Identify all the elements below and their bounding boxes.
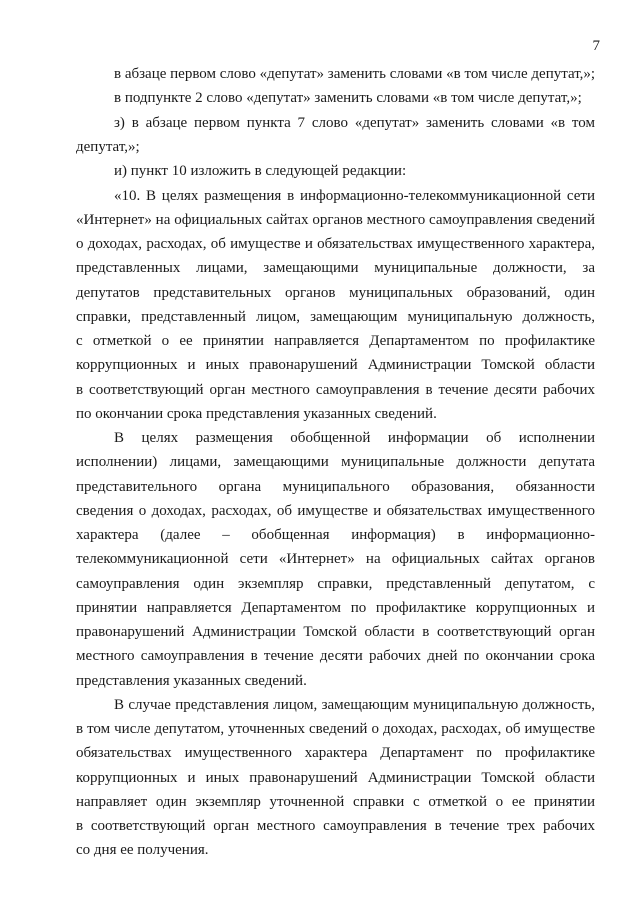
text-line: в абзаце первом слово «депутат» заменить словами «в том числе депутат,»; xyxy=(114,66,596,82)
text-line: в соответствующий орган местного самоуправления в течение трех рабочих xyxy=(76,818,595,834)
text-line: с отметкой о ее принятии направляется Департаментом по профилактике xyxy=(76,333,595,349)
text-line: представления указанных сведений. xyxy=(76,673,307,689)
text-line: коррупционных и иных правонарушений Администрации Томской области xyxy=(76,357,595,373)
text-line: з) в абзаце первом пункта 7 слово «депутат» заменить словами «в том xyxy=(114,115,595,131)
text-line: «Интернет» на официальных сайтах органов местного самоуправления сведений xyxy=(76,212,595,228)
text-line: обязательствах имущественного характера Департамент по профилактике xyxy=(76,745,595,761)
text-line: местного самоуправления в течение десяти рабочих дней по окончании срока xyxy=(76,648,595,664)
text-line: сведения о доходах, расходах, об имуществе и обязательствах имущественного xyxy=(76,503,595,519)
text-line: депутат,»; xyxy=(76,139,140,155)
text-line: в подпункте 2 слово «депутат» заменить словами «в том числе депутат,»; xyxy=(114,90,582,106)
text-line: депутатов представительных органов муниципальных образований, один xyxy=(76,285,595,301)
text-line: в том числе депутатом, уточненных сведений о доходах, расходах, об имуществе xyxy=(76,721,595,737)
text-line: «10. В целях размещения в информационно-телекоммуникационной сети xyxy=(114,188,595,204)
text-line: коррупционных и иных правонарушений Администрации Томской области xyxy=(76,770,595,786)
page-number: 7 xyxy=(592,38,600,54)
text-line: В случае представления лицом, замещающим муниципальную должность, xyxy=(114,697,595,713)
text-line: в соответствующий орган местного самоуправления в течение десяти рабочих xyxy=(76,382,595,398)
text-line: по окончании срока представления указанных сведений. xyxy=(76,406,437,422)
text-line: и) пункт 10 изложить в следующей редакции: xyxy=(114,163,407,179)
text-line: телекоммуникационной сети «Интернет» на официальных сайтах органов xyxy=(76,551,595,567)
text-line: характера (далее – обобщенная информация) в информационно- xyxy=(76,527,595,543)
text-line: представленных лицами, замещающими муниципальные должности, за xyxy=(76,260,595,276)
text-line: со дня ее получения. xyxy=(76,842,209,858)
text-line: исполнении) лицами, замещающими муниципальные должности депутата xyxy=(76,454,595,470)
text-line: справки, представленный лицом, замещающим муниципальную должность, xyxy=(76,309,595,325)
text-line: о доходах, расходах, об имуществе и обязательствах имущественного характера, xyxy=(76,236,595,252)
text-line: правонарушений Администрации Томской области в соответствующий орган xyxy=(76,624,595,640)
text-line: самоуправления один экземпляр справки, представленный депутатом, с xyxy=(76,576,595,592)
text-line: В целях размещения обобщенной информации об исполнении xyxy=(114,430,595,446)
text-line: представительного органа муниципального образования, обязанности xyxy=(76,479,595,495)
text-line: направляет один экземпляр уточненной справки с отметкой о ее принятии xyxy=(76,794,595,810)
text-line: принятии направляется Департаментом по профилактике коррупционных и xyxy=(76,600,595,616)
